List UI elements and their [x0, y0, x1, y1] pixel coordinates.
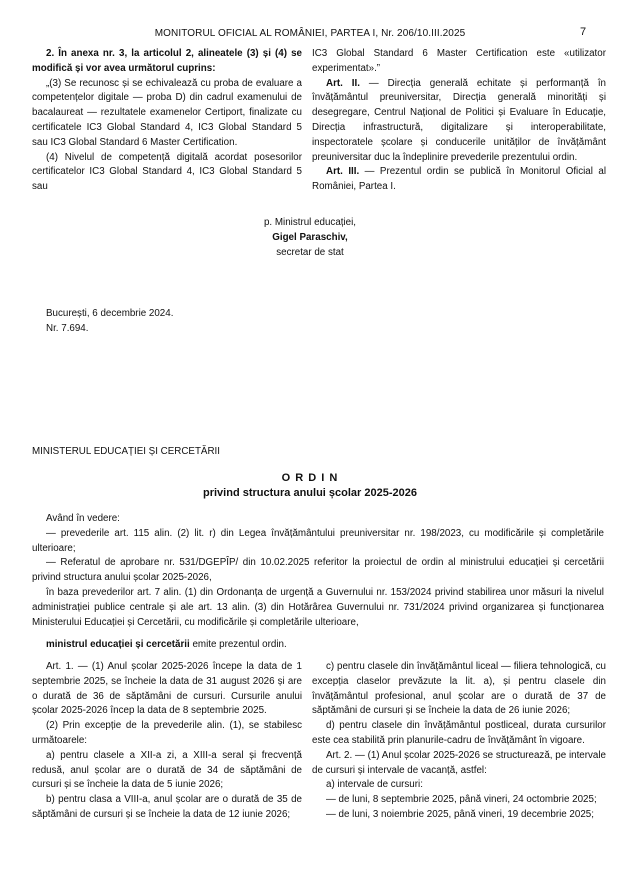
order-title: O R D I N [281, 472, 339, 484]
paragraph-3: „(3) Se recunosc și se echivalează cu proba de evaluare a competențelor digitale — proba D) din cadrul examenului de bacalaureat — rezultatele examenelor Certiport, finalizate cu certificatele IC3 Global Standard 4, IC3 Global Standard 5 sau IC3 Global Standard 6 Master Certification. [32, 77, 302, 148]
bottom-right-column [312, 660, 606, 823]
amendment-heading: 2. În anexa nr. 3, la articolul 2, alineatele (3) și (4) se modifică și vor avea următorul cuprins: [32, 48, 302, 74]
top-right-column [312, 47, 606, 195]
article-2: Art. 2. — (1) Anul școlar 2025-2026 se structurează, pe intervale de cursuri și intervale de vacanță, astfel: [312, 749, 606, 776]
bottom-left-column [32, 660, 302, 823]
preamble-item-2: — Referatul de aprobare nr. 531/DGEPÎP/ din 10.02.2025 referitor la proiectul de ordin al ministrului educației și cercetării privind structura anului școlar 2025-2026, [32, 557, 604, 584]
issuer-heading: MINISTERUL EDUCAȚIEI ȘI CERCETĂRII [32, 446, 220, 457]
article-iii-label: Art. III. [326, 166, 360, 178]
article-1-item-a: a) pentru clasele a XII-a zi, a XIII-a seral și frecvență redusă, anul școlar are o durată de 34 de săptămâni de cursuri și se încheie la data de 5 iunie 2026; [32, 749, 302, 791]
article-1-para-2: (2) Prin excepție de la prevederile alin. (1), se stabilesc următoarele: [32, 720, 302, 746]
signature-block [200, 216, 420, 260]
preamble-item-1: — prevederile art. 115 alin. (2) lit. r) din Legea învățământului preuniversitar nr. 198/2023, cu modificările și completările ulterioare; [32, 527, 604, 554]
top-left-column [32, 47, 302, 195]
preamble-intro: Având în vedere: [46, 513, 120, 524]
issuing-formula [32, 638, 604, 653]
issuing-authority: ministrul educației și cercetării [46, 639, 190, 651]
interval-1: — de luni, 8 septembrie 2025, până vineri, 24 octombrie 2025; [326, 794, 597, 806]
article-2-item-a: a) intervale de cursuri: [326, 779, 423, 791]
article-iii [312, 165, 606, 195]
order-subtitle: privind structura anului școlar 2025-2026 [203, 487, 417, 499]
paragraph-continuation: IC3 Global Standard 6 Master Certification este «utilizator experimentat».” [312, 48, 606, 74]
place-date-block [46, 307, 173, 337]
article-1-item-c: c) pentru clasele din învățământul liceal — filiera tehnologică, cu excepția claselor prevăzute la lit. a), și pentru clasele din învățământul profesional, anul școlar are o durată de 37 de săptămâni de cursuri și se încheie la data de 26 iunie 2026; [312, 661, 606, 717]
paragraph-4: (4) Nivelul de competență digitală acordat posesorilor certificatelor IC3 Global Standard 4, IC3 Global Standard 5 sau [32, 151, 302, 193]
page-header: MONITORUL OFICIAL AL ROMÂNIEI, PARTEA I, Nr. 206/10.III.2025 [154, 28, 466, 39]
article-1-item-d: d) pentru clasele din învățământul postliceal, durata cursurilor este cea stabilită prin planurile-cadru de învățământ în vigoare. [312, 720, 606, 746]
place-date: București, 6 decembrie 2024. [46, 308, 174, 319]
article-iii-text: — Prezentul ordin se publică în Monitorul Oficial al României, Partea I. [312, 166, 606, 193]
article-1: Art. 1. — (1) Anul școlar 2025-2026 începe la data de 1 septembrie 2025, se încheie la data de 31 august 2026 și are o durată de 36 de săptămâni de cursuri. Cursurile anului școlar 2025-2026 încep la data de 8 septembrie 2025. [32, 661, 302, 717]
signatory-role: secretar de stat [276, 246, 344, 258]
preamble [32, 512, 604, 653]
signatory-name: Gigel Paraschiv, [272, 231, 348, 243]
issuing-rest: emite prezentul ordin. [189, 639, 287, 651]
article-ii [312, 77, 606, 166]
interval-2: — de luni, 3 noiembrie 2025, până vineri, 19 decembrie 2025; [326, 808, 594, 820]
article-1-item-b: b) pentru clasa a VIII-a, anul școlar are o durată de 35 de săptămâni de cursuri și se încheie la data de 12 iunie 2026; [32, 794, 302, 820]
preamble-item-3: în baza prevederilor art. 7 alin. (1) din Ordonanța de urgență a Guvernului nr. 153/2024 privind stabilirea unor măsuri la nivelul administrației publice centrale și ale art. 13 alin. (3) din Hotărârea Guvernului nr. 731/2024 privind organizarea și funcționarea Ministerului Educației și Cercetării, cu modificările și completările ulterioare, [32, 586, 604, 628]
article-ii-label: Art. II. [326, 77, 360, 89]
page-number: 7 [580, 26, 587, 38]
order-number: Nr. 7.694. [46, 322, 89, 334]
signature-line: p. Ministrul educației, [263, 217, 357, 228]
article-ii-text: — Direcția generală echitate și performanță în învățământul preuniversitar, Direcția generală minorități și desegregare, Centrul Național de Politici și Evaluare în Educație, Direcția infrastructură, digitalizare și interoperabilitate, inspectoratele școlare și conducerile unităților de învățământ preuniversitar duc la îndeplinire prevederile prezentului ordin. [312, 77, 606, 163]
